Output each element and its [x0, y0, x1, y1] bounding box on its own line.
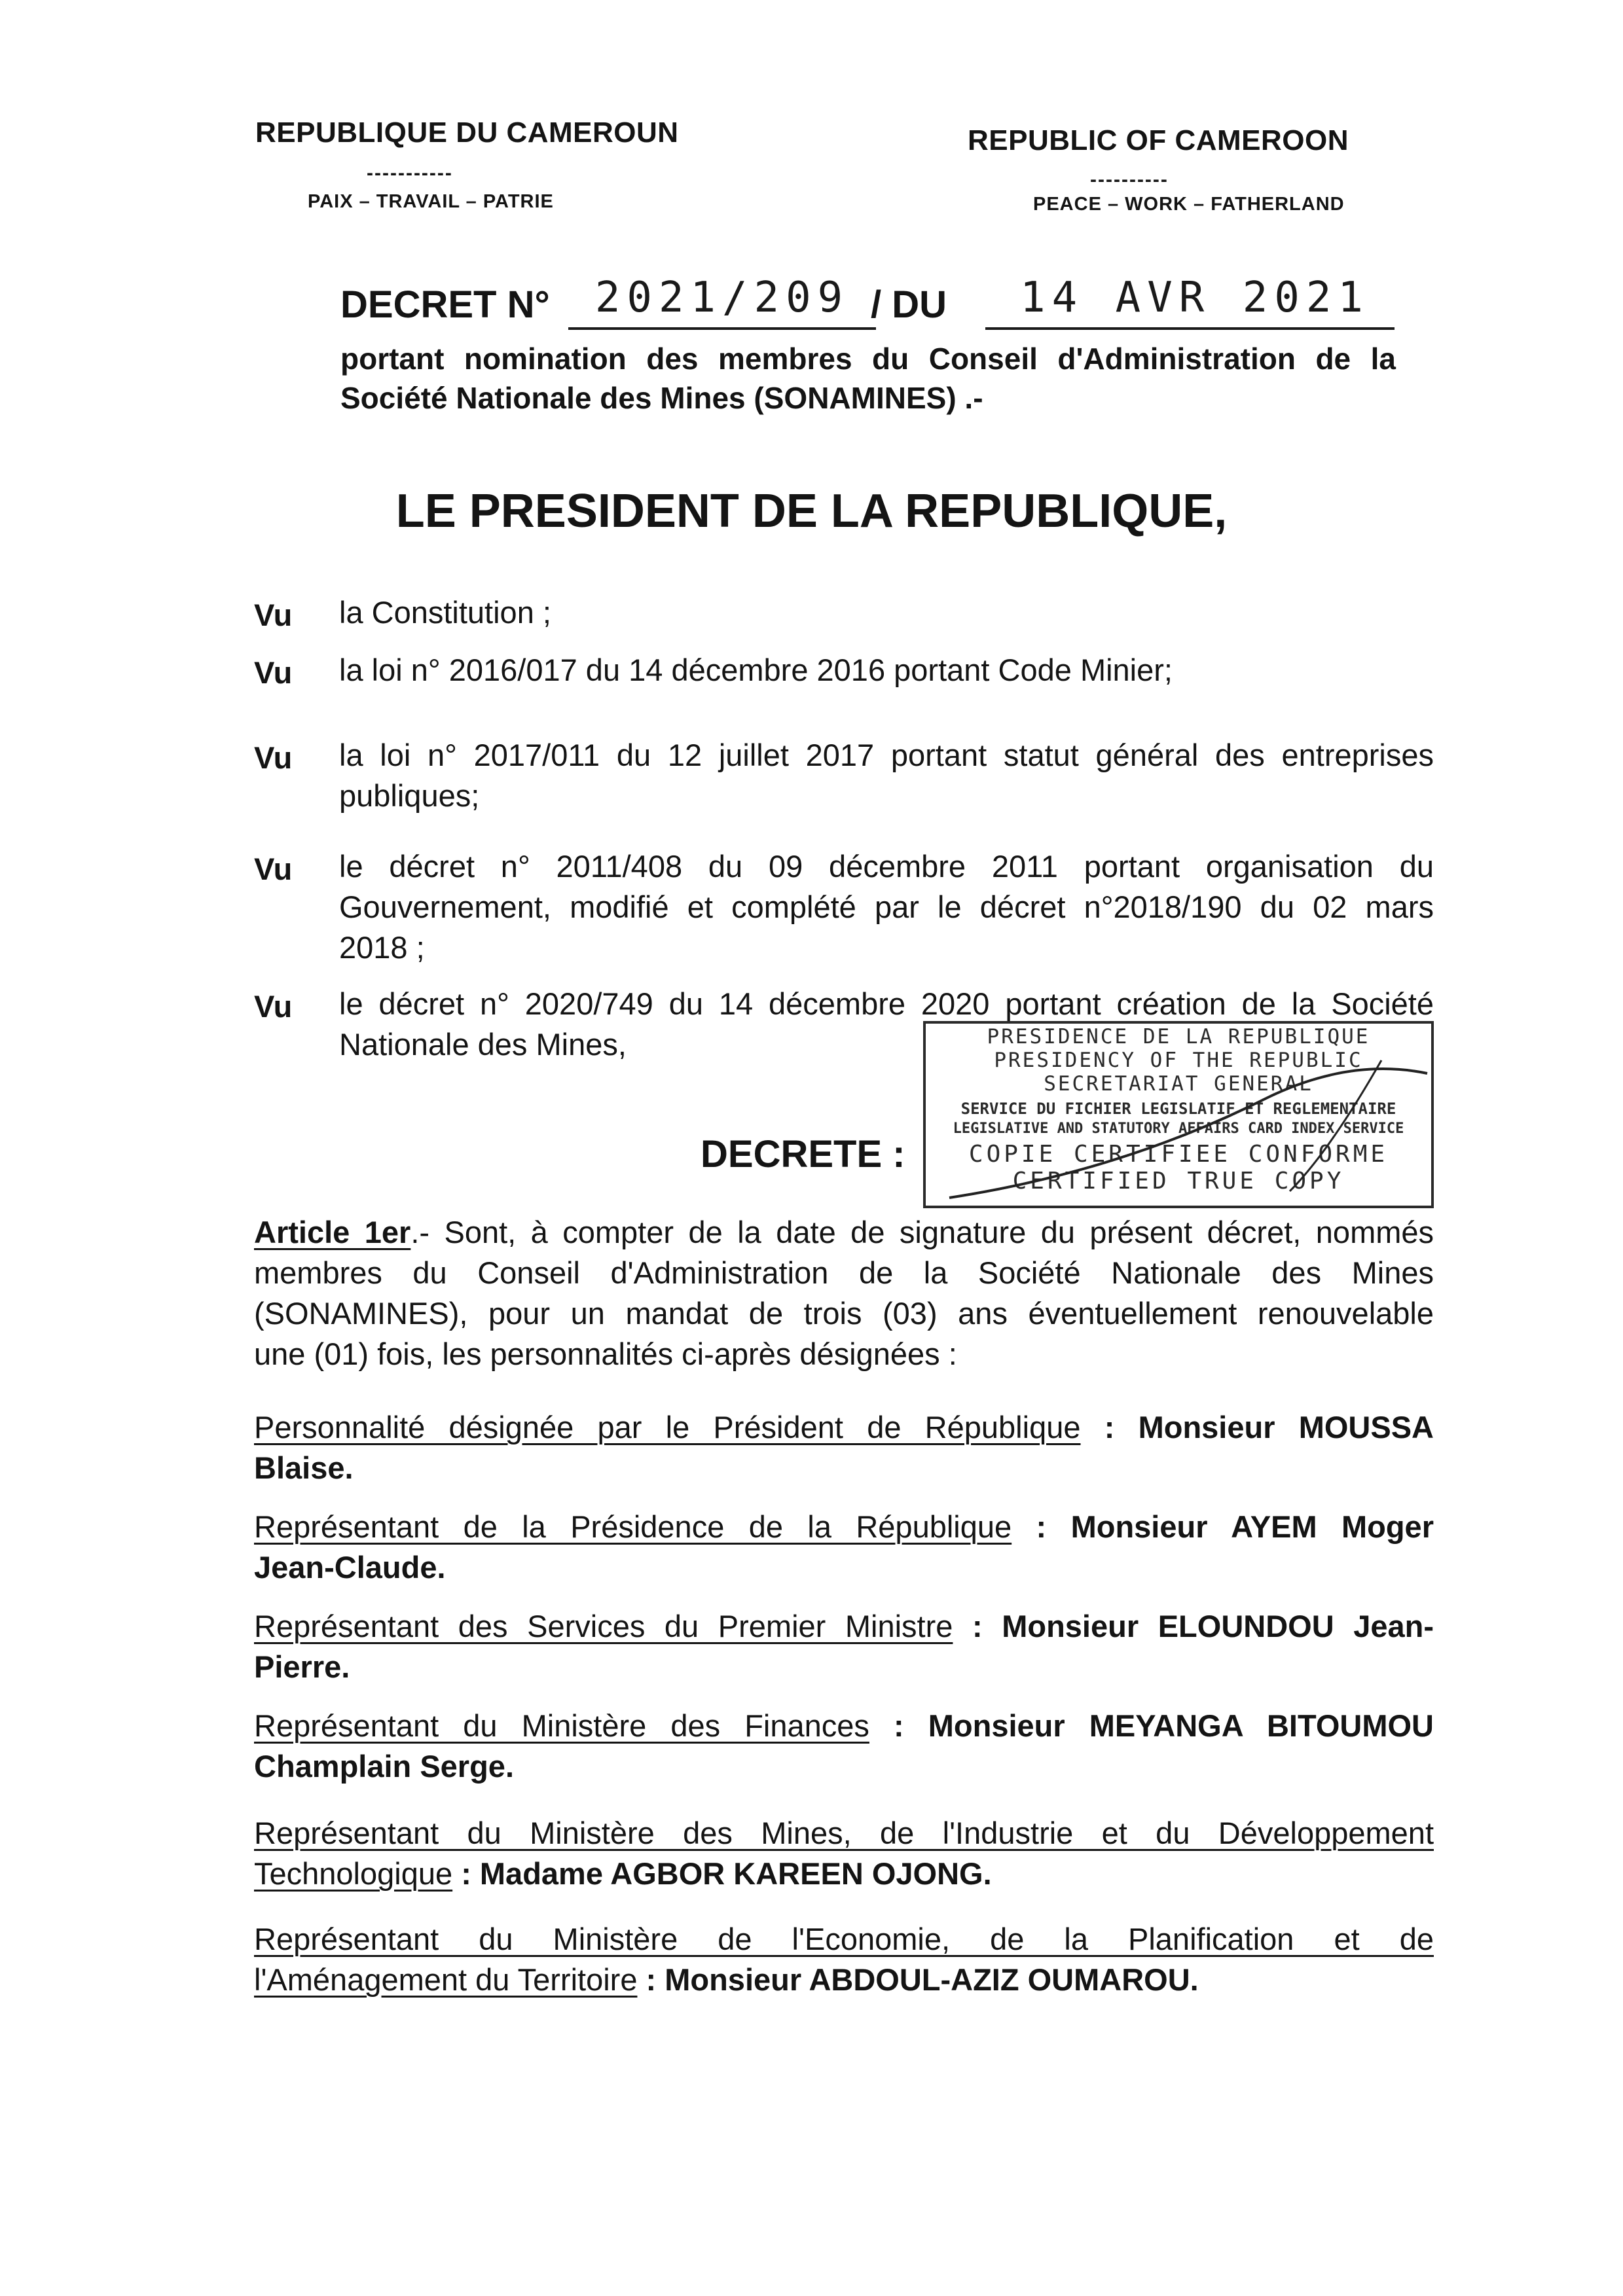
article1-line2: membres du Conseil d'Administration de la Société Nationale des Mines	[254, 1255, 1434, 1290]
visa-vu: Vu	[254, 989, 293, 1024]
stamp-signature-mark	[923, 1021, 1434, 1208]
article1-line3: (SONAMINES), pour un mandat de trois (03) ans éventuellement renouvelable	[254, 1296, 1434, 1331]
member-name: : Monsieur MOUSSA	[1080, 1410, 1434, 1444]
stamp-line: CERTIFIED TRUE COPY	[1012, 1168, 1345, 1194]
visa-vu: Vu	[254, 852, 293, 886]
member-role: Représentant de la Présidence de la République	[254, 1509, 1012, 1544]
article1-line1	[254, 1212, 1434, 1253]
member-name: : Monsieur MEYANGA BITOUMOU	[869, 1708, 1434, 1743]
member-line	[254, 1507, 1434, 1547]
member-line	[254, 1813, 1434, 1854]
stamp-line: LEGISLATIVE AND STATUTORY AFFAIRS CARD INDEX SERVICE	[953, 1121, 1404, 1137]
stamp-line: PRESIDENCE DE LA REPUBLIQUE	[987, 1025, 1370, 1049]
member-role: l'Aménagement du Territoire	[254, 1962, 638, 1997]
member-name: : Monsieur ABDOUL-AZIZ OUMAROU.	[637, 1962, 1199, 1997]
member-role: Représentant du Ministère de l'Economie, de la Planification et de	[254, 1922, 1434, 1956]
visa-text: publiques;	[339, 778, 480, 813]
member-name: : Monsieur ELOUNDOU Jean-	[953, 1609, 1434, 1643]
president-heading: LE PRESIDENT DE LA REPUBLIQUE,	[395, 485, 1228, 537]
visa-text: le décret n° 2011/408 du 09 décembre 2011 portant organisation du	[339, 849, 1434, 884]
member-name: Blaise.	[254, 1450, 354, 1485]
member-role: Personnalité désignée par le Président de République	[254, 1410, 1081, 1444]
header-left-country: REPUBLIQUE DU CAMEROUN	[255, 117, 679, 149]
visa-text: Gouvernement, modifié et complété par le décret n°2018/190 du 02 mars	[339, 889, 1434, 924]
visa-text: la Constitution ;	[339, 595, 551, 630]
visa-text: la loi n° 2017/011 du 12 juillet 2017 portant statut général des entreprises	[339, 738, 1434, 772]
decree-date-line	[985, 327, 1395, 330]
member-line	[254, 1706, 1434, 1746]
article1-label: Article 1er	[254, 1215, 411, 1249]
decrete-heading: DECRETE :	[701, 1133, 905, 1175]
header-left-dash: -----------	[367, 162, 453, 184]
member-role: Représentant des Services du Premier Ministre	[254, 1609, 953, 1643]
member-name: : Madame AGBOR KAREEN OJONG.	[452, 1856, 992, 1891]
decree-subject-line1: portant nomination des membres du Conseil d'Administration de la	[340, 342, 1396, 376]
decree-label: DECRET N°	[340, 283, 550, 326]
visa-text: la loi n° 2016/017 du 14 décembre 2016 portant Code Minier;	[339, 653, 1173, 687]
stamp-line: COPIE CERTIFIEE CONFORME	[968, 1141, 1389, 1168]
member-name: Champlain Serge.	[254, 1749, 514, 1784]
visa-vu: Vu	[254, 655, 293, 690]
stamp-line: SECRETARIAT GENERAL	[1044, 1072, 1313, 1096]
member-name: Pierre.	[254, 1649, 350, 1684]
member-name: : Monsieur AYEM Moger	[1012, 1509, 1434, 1544]
visa-vu: Vu	[254, 740, 293, 775]
member-role: Représentant du Ministère des Finances	[254, 1708, 869, 1743]
member-line	[254, 1960, 1199, 2000]
decree-subject-line2: Société Nationale des Mines (SONAMINES) .-	[340, 381, 983, 415]
member-role: Représentant du Ministère des Mines, de l'Industrie et du Développement	[254, 1816, 1434, 1850]
header-right-country: REPUBLIC OF CAMEROON	[968, 124, 1349, 156]
visa-text: 2018 ;	[339, 930, 425, 965]
member-role: Technologique	[254, 1856, 453, 1891]
article1-text: .- Sont, à compter de la date de signature du présent décret, nommés	[410, 1215, 1434, 1249]
decree-date: 14 AVR 2021	[1020, 274, 1370, 322]
stamp-line: PRESIDENCY OF THE REPUBLIC	[994, 1049, 1363, 1072]
header-right-motto: PEACE – WORK – FATHERLAND	[1033, 194, 1345, 215]
stamp-line: SERVICE DU FICHIER LEGISLATIF ET REGLEMENTAIRE	[960, 1100, 1396, 1118]
article1-line4: une (01) fois, les personnalités ci-après désignées :	[254, 1336, 957, 1371]
decree-number: 2021/209	[594, 274, 850, 322]
decree-number-line	[568, 327, 876, 330]
header-right-dash: ----------	[1090, 169, 1169, 190]
member-line	[254, 1407, 1434, 1448]
visa-text: le décret n° 2020/749 du 14 décembre 2020 portant création de la Société	[339, 986, 1434, 1021]
header-left-motto: PAIX – TRAVAIL – PATRIE	[308, 191, 554, 212]
visa-vu: Vu	[254, 598, 293, 632]
member-line	[254, 1606, 1434, 1647]
visa-text: Nationale des Mines,	[339, 1027, 627, 1062]
decree-du: / DU	[871, 283, 947, 326]
member-name: Jean-Claude.	[254, 1550, 446, 1585]
member-line	[254, 1854, 992, 1894]
member-line	[254, 1919, 1434, 1960]
